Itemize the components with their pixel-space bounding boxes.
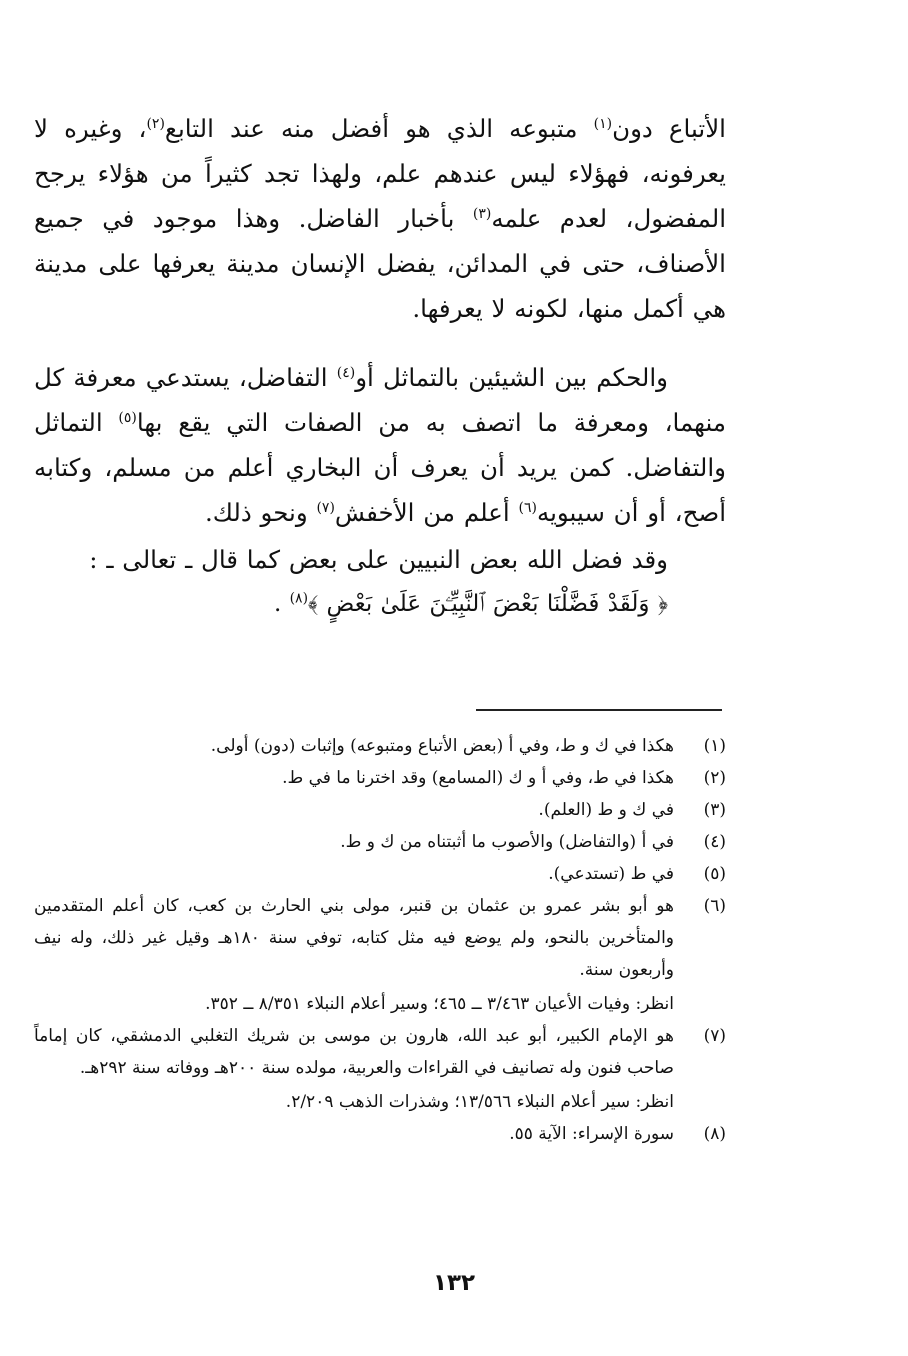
footnote-separator: [476, 709, 722, 711]
quran-verse: [34, 582, 726, 626]
footnote-ref-2: (٢): [146, 115, 165, 132]
paragraph-1-part-b: متبوعه الذي هو أفضل منه عند التابع: [164, 114, 594, 143]
footnotes: [34, 730, 726, 1150]
paragraph-2: [34, 355, 726, 535]
paragraph-1-part-d: بأخبار الفاضل. وهذا موجود في جميع الأصناف، حتى في المدائن، يفضل الإنسان مدينة يعرفها على مدينة هي أكمل منها، لكونه لا يعرفها.: [34, 204, 726, 323]
footnote-text: في ط (تستدعي).: [548, 864, 674, 884]
footnote-number: (٨): [703, 1124, 726, 1144]
footnote-text: في أ (والتفاضل) والأصوب ما أثبتناه من ك و ط.: [340, 832, 674, 852]
paragraph-3: [34, 537, 726, 582]
paragraph-2-part-c: التماثل والتفاضل. كمن يريد أن يعرف أن البخاري أعلم من مسلم، وكتابه أصح، أو أن سيبويه: [34, 408, 726, 527]
paragraph-3-text: وقد فضل الله بعض النبيين على بعض كما قال ـ تعالى ـ :: [89, 545, 668, 574]
main-text: [34, 106, 726, 626]
footnote-text: في ك و ط (العلم).: [538, 800, 674, 820]
paragraph-1-part-a: الأتباع دون: [612, 114, 726, 143]
footnote-2: [34, 762, 726, 794]
footnote-reference: انظر: سير أعلام النبلاء ١٣/٥٦٦؛ وشذرات الذهب ٢/٢٠٩.: [285, 1092, 674, 1112]
footnote-1: [34, 730, 726, 762]
footnote-8: [34, 1118, 726, 1150]
footnote-number: (٤): [703, 832, 726, 852]
footnote-ref-4: (٤): [336, 364, 356, 381]
footnote-reference: انظر: وفيات الأعيان ٣/٤٦٣ ــ ٤٦٥؛ وسير أعلام النبلاء ٨/٣٥١ ــ ٣٥٢.: [205, 994, 674, 1014]
paragraph-1: [34, 106, 726, 331]
paragraph-1-part-c: ، وغيره لا يعرفونه، فهؤلاء ليس عندهم علم، ولهذا تجد كثيراً من هؤلاء يرجح المفضول، لعدم علمه: [34, 114, 727, 233]
footnote-text: [34, 1020, 674, 1118]
footnote-7: [34, 1020, 726, 1118]
footnote-text: سورة الإسراء: الآية ٥٥.: [509, 1124, 674, 1144]
footnote-text: هكذا في ط، وفي أ و ك (المسامع) وقد اخترنا ما في ط.: [282, 768, 674, 788]
footnote-body: هو أبو بشر عمرو بن عثمان بن قنبر، مولى بني الحارث بن كعب، كان أعلم المتقدمين والمتأخرين بالنحو، ولم يوضع فيه مثل كتابه، توفي سنة ١٨٠هـ وقيل غير ذلك، وله نيف وأربعون سنة.: [34, 896, 675, 980]
quran-verse-end: .: [273, 591, 290, 617]
footnote-number: (١): [703, 736, 726, 756]
footnote-text: [34, 890, 674, 1020]
quran-verse-text: ﴿ وَلَقَدْ فَضَّلْنَا بَعْضَ ٱلنَّبِيِّـۧنَ عَلَىٰ بَعْضٍ ﴾: [308, 591, 668, 617]
footnote-ref-7: (٧): [316, 499, 335, 516]
footnote-number: (٧): [703, 1026, 726, 1046]
footnote-4: [34, 826, 726, 858]
footnote-body: هو الإمام الكبير، أبو عبد الله، هارون بن موسى بن شريك التغلبي الدمشقي، كان إماماً صاحب فنون وله تصانيف في القراءات والعربية، مولده سنة ٢٠٠هـ ووفاته سنة ٢٩٢هـ.: [34, 1026, 674, 1078]
footnote-number: (٢): [703, 768, 726, 788]
footnote-3: [34, 794, 726, 826]
paragraph-2-part-a: والحكم بين الشيئين بالتماثل أو: [355, 363, 668, 392]
footnote-ref-3: (٣): [472, 205, 492, 222]
footnote-text: هكذا في ك و ط، وفي أ (بعض الأتباع ومتبوعه) وإثبات (دون) أولى.: [210, 736, 674, 756]
page-number: ١٣٢: [432, 1270, 476, 1296]
footnote-number: (٣): [703, 800, 726, 820]
paragraph-2-part-d: أعلم من الأخفش: [334, 498, 519, 527]
footnote-ref-6: (٦): [518, 499, 537, 516]
footnote-5: [34, 858, 726, 890]
paragraph-2-part-b: التفاضل، يستدعي معرفة كل منهما، ومعرفة ما اتصف به من الصفات التي يقع بها: [34, 363, 726, 437]
footnote-ref-1: (١): [593, 115, 613, 132]
paragraph-2-part-e: ونحو ذلك.: [204, 498, 317, 527]
footnote-ref-8: (٨): [289, 590, 309, 607]
footnote-ref-5: (٥): [118, 409, 137, 426]
footnote-number: (٦): [703, 896, 726, 916]
footnote-6: [34, 890, 726, 1020]
footnote-number: (٥): [703, 864, 726, 884]
